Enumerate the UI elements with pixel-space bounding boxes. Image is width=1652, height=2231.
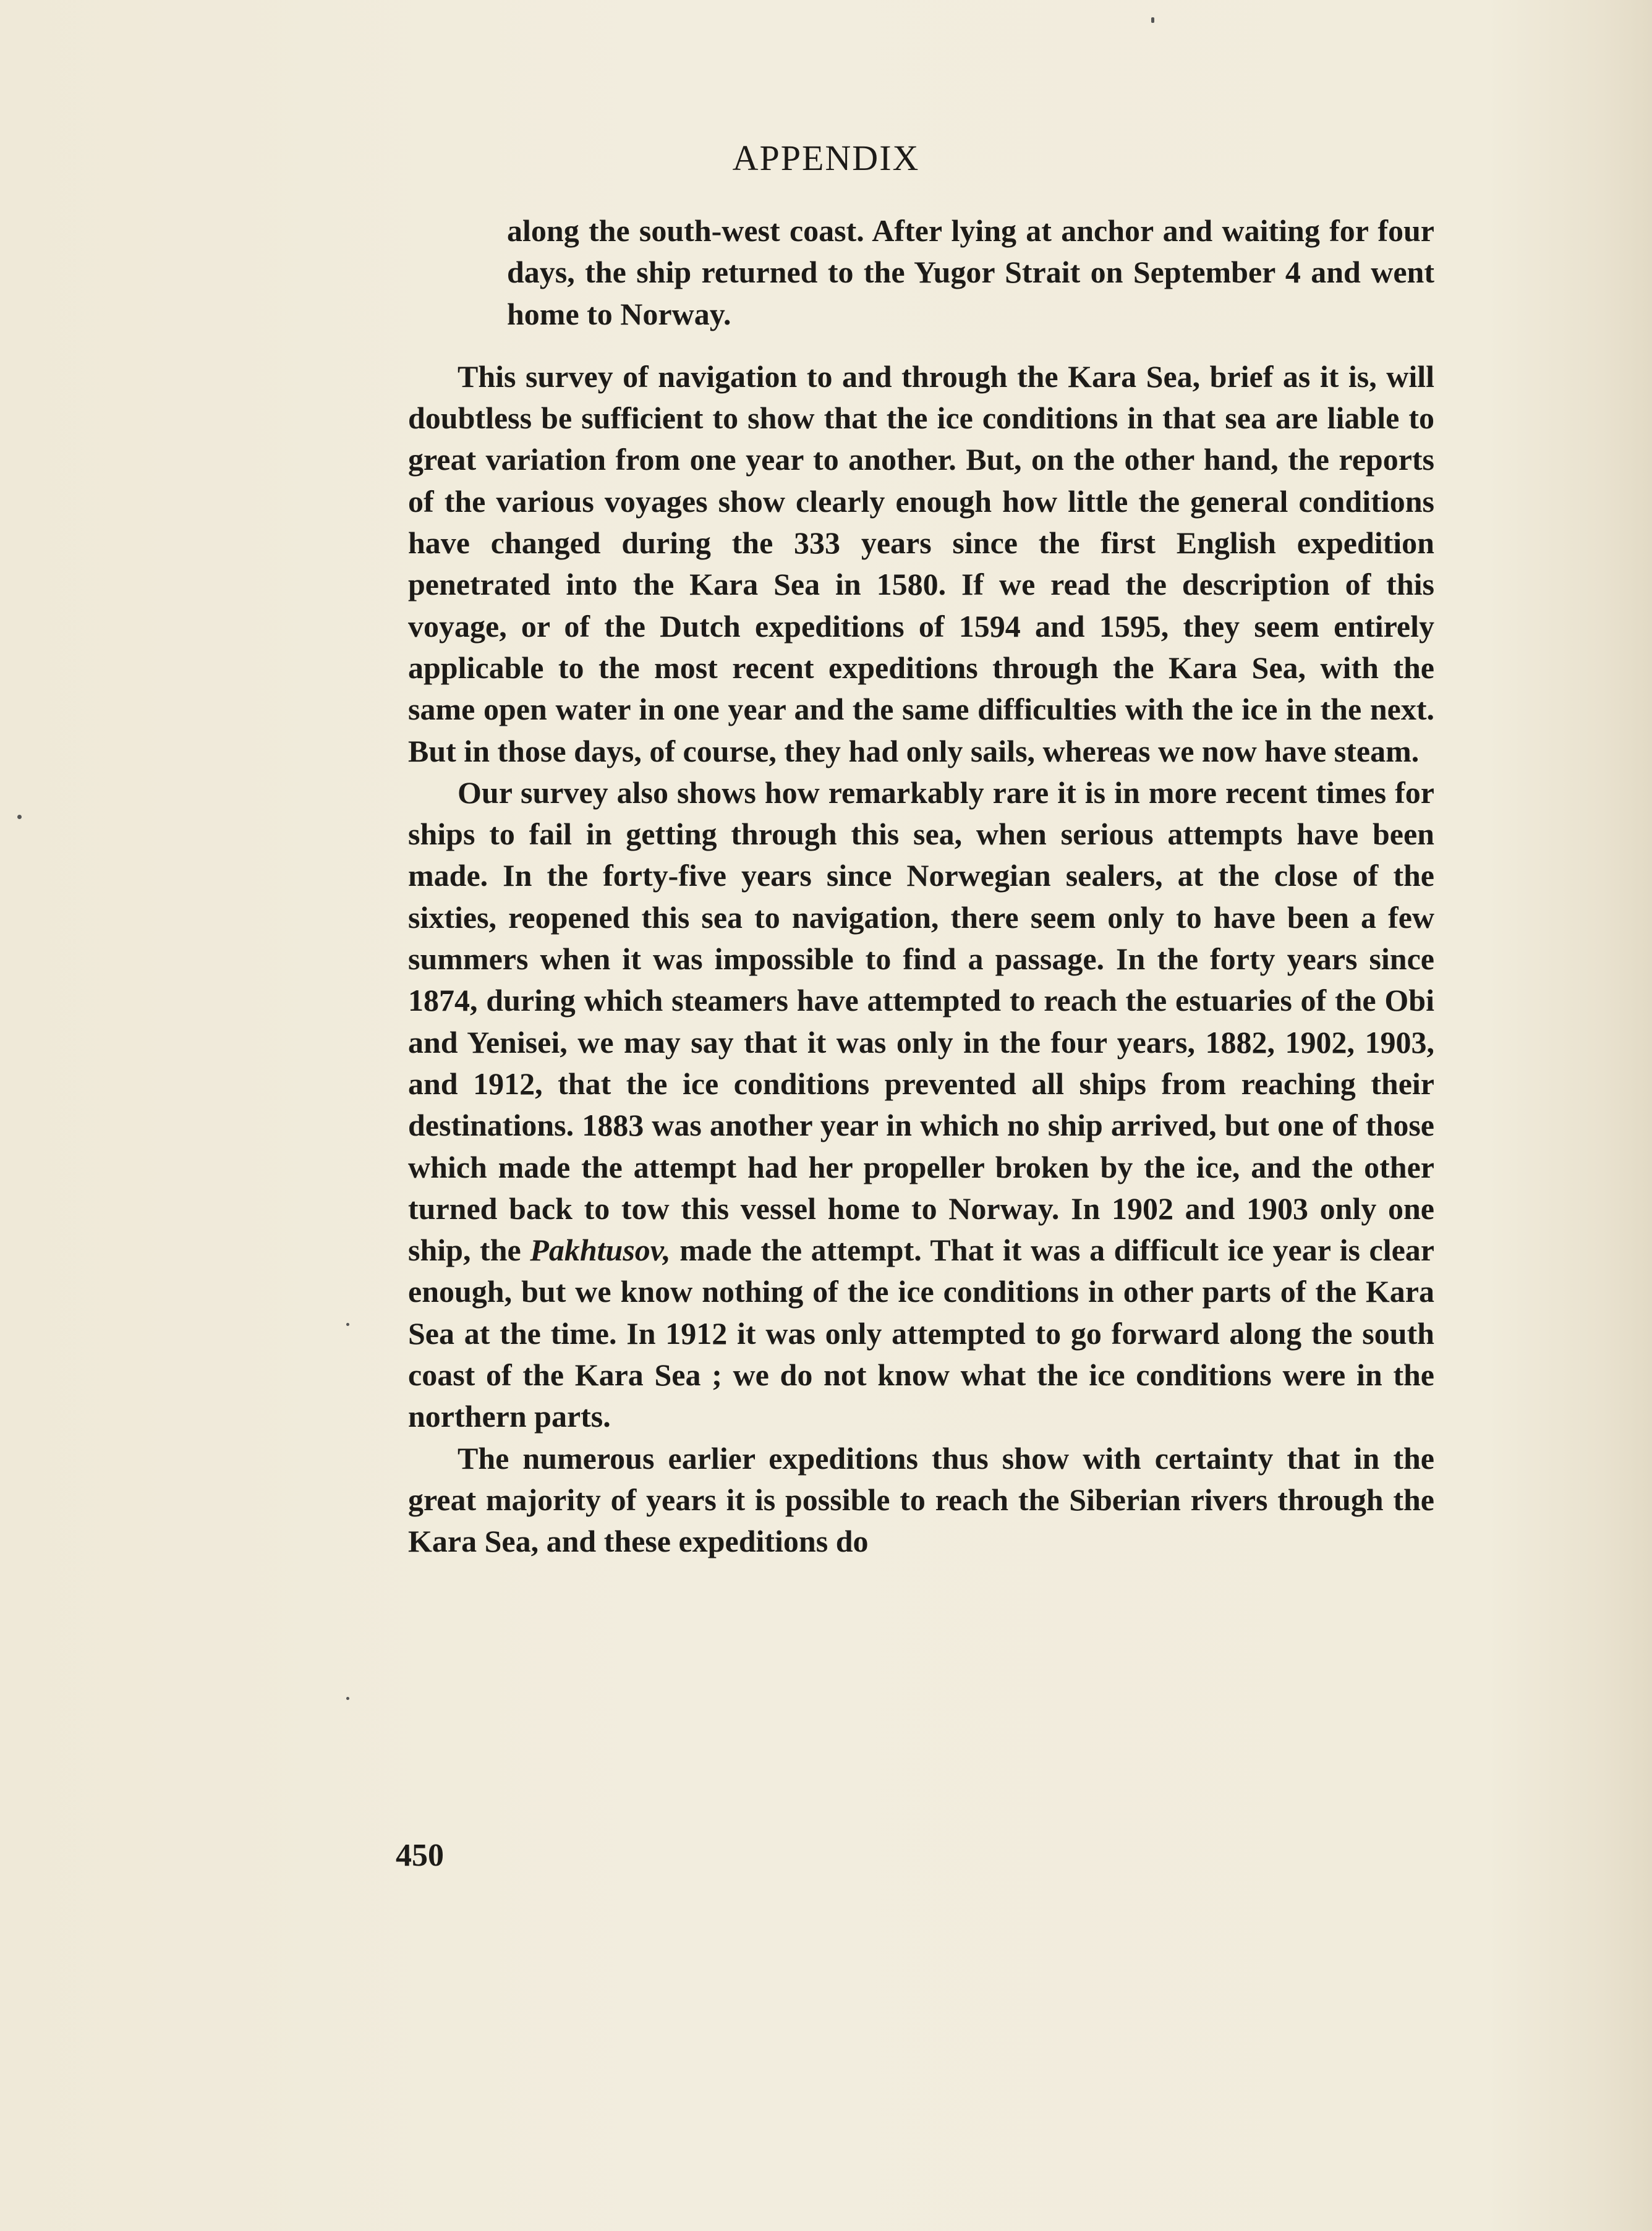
page-number: 450 — [396, 1838, 444, 1873]
paragraph-continuation: along the south-west coast. After lying at anchor and waiting for four days, the ship returned to the Yugor Strait on September 4 and went home to Norway. — [507, 213, 1434, 331]
paragraph-rare-failures-text: Our survey also shows how remarkably rare it is in more recent times for ships to fail in getting through this sea, when serious attempts have been made. In the forty-five years since Norwegian sealers, at the close of the sixties, reopened this sea to navigation, there seem only to have been a few summers when it was impossible to find a passage. In the forty years since 1874, during which steamers have attempted to reach the estuaries of the Obi and Yenisei, we may say that it was only in the four years, 1882, 1902, 1903, and 1912, that the ice conditions prevented all ships from reaching their destinations. 1883 was another year in which no ship arrived, but one of those which made the attempt had her propeller broken by the ice, and the other turned back to tow this vessel home to Norway. In 1902 and 1903 only one ship, the — [408, 775, 1434, 1268]
paragraph-gap — [408, 335, 1434, 356]
paper-speck — [346, 1697, 349, 1700]
body-text — [408, 210, 1434, 1563]
running-header: APPENDIX — [732, 138, 920, 178]
ship-name-italic: Pakhtusov, — [530, 1233, 671, 1268]
paper-speck — [17, 815, 22, 819]
paragraph-rare-failures — [408, 772, 1434, 1438]
paragraph-numerous-expeditions: The numerous earlier expeditions thus show with certainty that in the great majority of years it is possible to reach the Siberian rivers through the Kara Sea, and these expeditions do — [408, 1440, 1434, 1559]
paper-speck — [346, 1323, 349, 1326]
paper-speck — [1151, 17, 1154, 23]
paragraph-survey: This survey of navigation to and through the Kara Sea, brief as it is, will doubtless be sufficient to show that the ice conditions in that sea are liable to great variation from one year to another. But, on the other hand, the reports of the various voyages show clearly enough how little the general conditions have changed during the 333 years since the first English expedition penetrated into the Kara Sea in 1580. If we read the description of this voyage, or of the Dutch expeditions of 1594 and 1595, they seem entirely applicable to the most recent expeditions through the Kara Sea, with the same open water in one year and the same difficulties with the ice in the next. But in those days, of course, they had only sails, whereas we now have steam. — [408, 359, 1434, 768]
paragraph-rare-failures-text-after: made the attempt. That it was a difficult ice year is clear enough, but we know nothing of the ice conditions in other parts of the Kara Sea at the time. In 1912 it was only attempted to go forward along the south coast of the Kara Sea ; we do not know what the ice conditions were in the northern parts. — [408, 1233, 1434, 1434]
